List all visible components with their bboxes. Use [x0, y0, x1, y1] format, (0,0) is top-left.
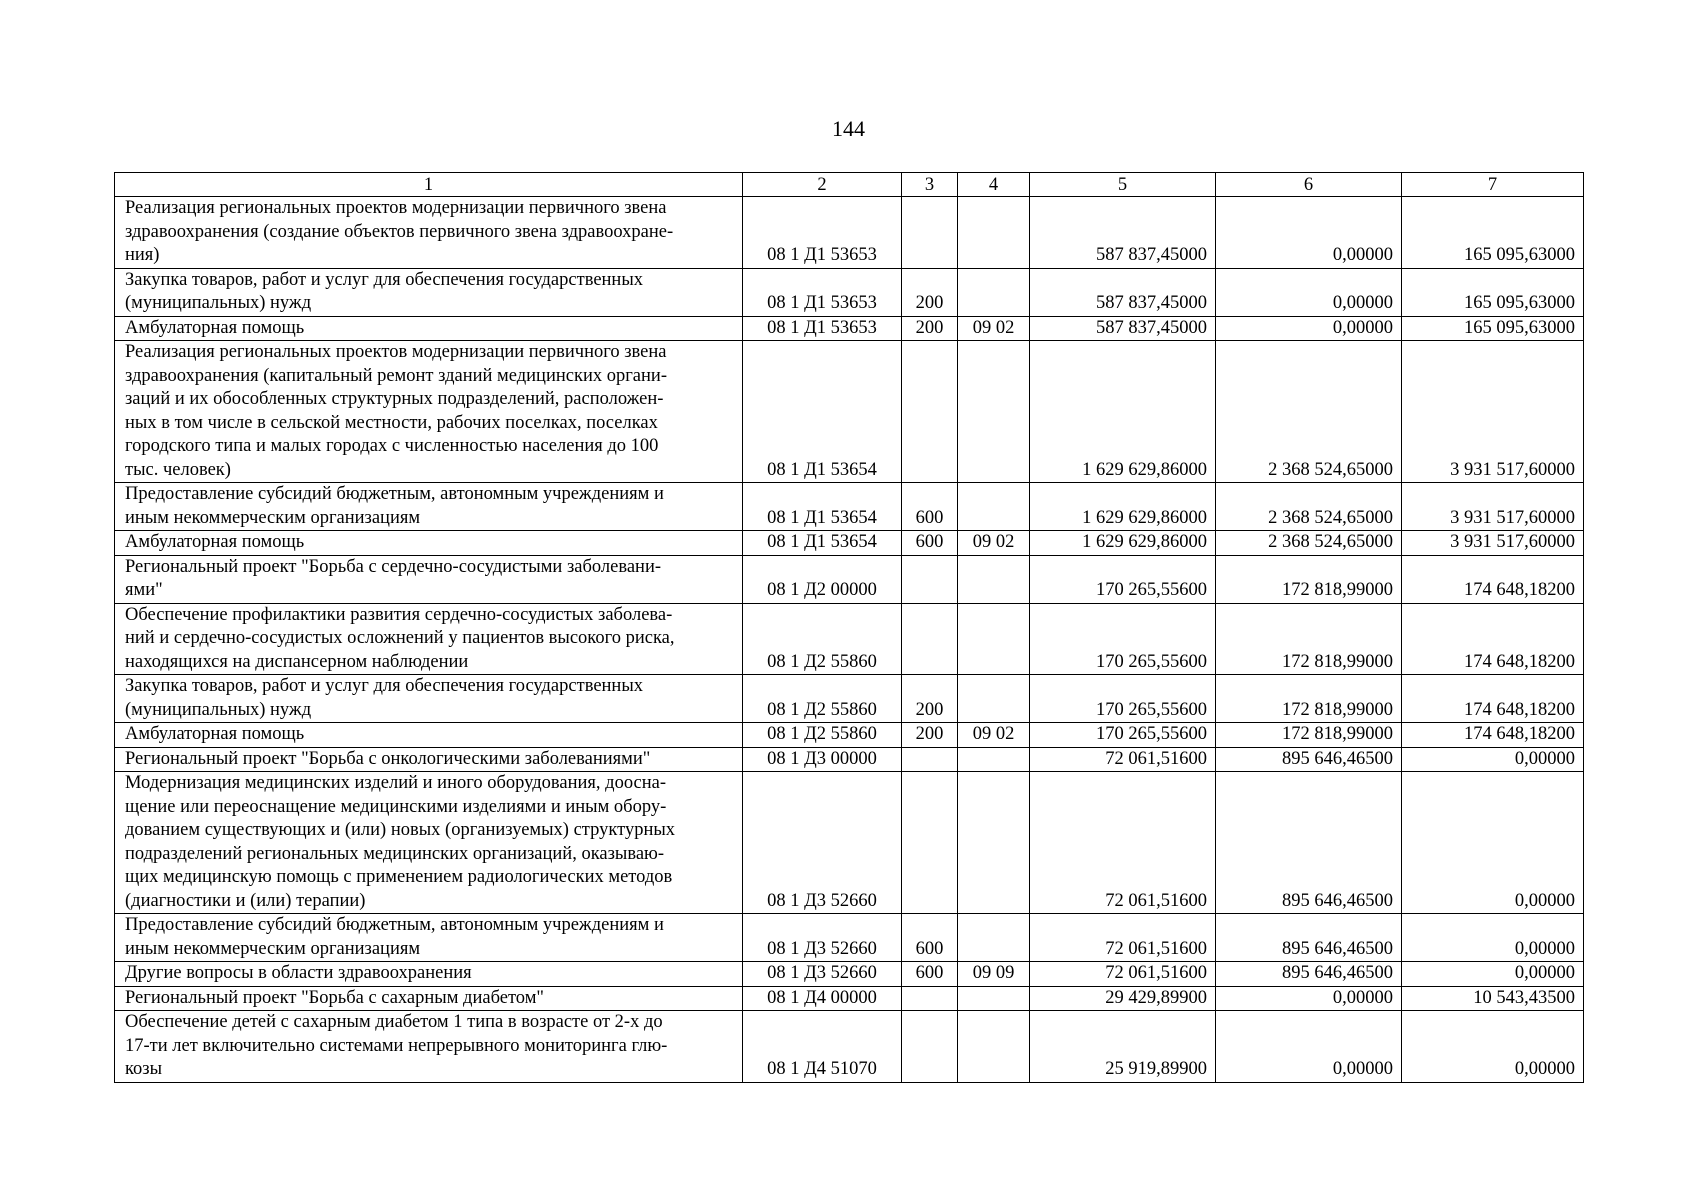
row-name-line: Другие вопросы в области здравоохранения — [125, 963, 472, 983]
row-name-line: Закупка товаров, работ и услуг для обеспечения государственных — [125, 676, 644, 696]
table-row — [115, 483, 1584, 531]
amount-col7-cell: 0,00000 — [1402, 1011, 1584, 1083]
expense-type-cell: 600 — [902, 962, 958, 987]
amount-col7-cell: 3 931 517,60000 — [1402, 341, 1584, 483]
table-row — [115, 555, 1584, 603]
row-name-line: дованием существующих и (или) новых (организуемых) структурных — [125, 820, 676, 840]
target-code-cell: 08 1 Д3 52660 — [743, 914, 902, 962]
target-code-cell: 08 1 Д1 53653 — [743, 197, 902, 269]
column-header: 5 — [1030, 173, 1216, 197]
row-name — [115, 914, 743, 962]
amount-col6-cell: 172 818,99000 — [1216, 555, 1402, 603]
row-name — [115, 1011, 743, 1083]
target-code-cell: 08 1 Д3 52660 — [743, 962, 902, 987]
expense-type-cell — [902, 986, 958, 1011]
target-code-cell: 08 1 Д3 52660 — [743, 772, 902, 914]
row-name — [115, 603, 743, 675]
target-code-cell: 08 1 Д4 51070 — [743, 1011, 902, 1083]
table-row — [115, 772, 1584, 914]
amount-col6-cell: 0,00000 — [1216, 986, 1402, 1011]
amount-col5-cell: 587 837,45000 — [1030, 316, 1216, 341]
amount-col5-cell: 170 265,55600 — [1030, 723, 1216, 748]
amount-col7-cell: 0,00000 — [1402, 914, 1584, 962]
row-name-line: Обеспечение профилактики развития сердечно-сосудистых заболева- — [125, 604, 673, 625]
target-code-cell: 08 1 Д2 55860 — [743, 723, 902, 748]
row-name-line: Амбулаторная помощь — [125, 532, 305, 552]
amount-col7-cell: 165 095,63000 — [1402, 268, 1584, 316]
amount-col6-cell: 0,00000 — [1216, 316, 1402, 341]
table-row — [115, 914, 1584, 962]
table-header-row — [115, 173, 1584, 197]
row-name-line: ями" — [125, 580, 163, 600]
amount-col5-cell: 587 837,45000 — [1030, 197, 1216, 269]
amount-col7-cell: 165 095,63000 — [1402, 197, 1584, 269]
amount-col6-cell: 172 818,99000 — [1216, 723, 1402, 748]
section-cell — [958, 197, 1030, 269]
row-name — [115, 772, 743, 914]
row-name-line: здравоохранения (капитальный ремонт зданий медицинских органи- — [125, 365, 667, 386]
expense-type-cell: 600 — [902, 531, 958, 556]
amount-col6-cell: 895 646,46500 — [1216, 962, 1402, 987]
section-cell — [958, 555, 1030, 603]
amount-col6-cell: 2 368 524,65000 — [1216, 483, 1402, 531]
target-code-cell: 08 1 Д1 53654 — [743, 341, 902, 483]
row-name — [115, 555, 743, 603]
section-cell — [958, 747, 1030, 772]
row-name-line: ных в том числе в сельской местности, рабочих поселках, поселках — [125, 412, 658, 433]
section-cell — [958, 914, 1030, 962]
amount-col7-cell: 3 931 517,60000 — [1402, 483, 1584, 531]
section-cell: 09 02 — [958, 531, 1030, 556]
amount-col5-cell: 72 061,51600 — [1030, 747, 1216, 772]
section-cell — [958, 483, 1030, 531]
amount-col7-cell: 10 543,43500 — [1402, 986, 1584, 1011]
amount-col5-cell: 1 629 629,86000 — [1030, 341, 1216, 483]
amount-col7-cell: 174 648,18200 — [1402, 555, 1584, 603]
table-row — [115, 675, 1584, 723]
table-row — [115, 1011, 1584, 1083]
row-name — [115, 962, 743, 987]
expense-type-cell: 200 — [902, 268, 958, 316]
row-name — [115, 341, 743, 483]
amount-col6-cell: 2 368 524,65000 — [1216, 341, 1402, 483]
amount-col6-cell: 895 646,46500 — [1216, 914, 1402, 962]
row-name-line: (муниципальных) нужд — [125, 699, 312, 720]
amount-col5-cell: 72 061,51600 — [1030, 914, 1216, 962]
row-name-line: Амбулаторная помощь — [125, 724, 305, 744]
section-cell: 09 09 — [958, 962, 1030, 987]
row-name — [115, 531, 743, 556]
target-code-cell: 08 1 Д4 00000 — [743, 986, 902, 1011]
row-name-line: Реализация региональных проектов модернизации первичного звена — [125, 198, 667, 218]
amount-col6-cell: 0,00000 — [1216, 197, 1402, 269]
row-name — [115, 483, 743, 531]
row-name-line: Реализация региональных проектов модернизации первичного звена — [125, 342, 667, 362]
column-header: 7 — [1402, 173, 1584, 197]
row-name-line: Модернизация медицинских изделий и иного оборудования, доосна- — [125, 773, 667, 793]
row-name-line: иным некоммерческим организациям — [125, 507, 421, 528]
page-number: 144 — [832, 116, 865, 141]
amount-col6-cell: 895 646,46500 — [1216, 747, 1402, 772]
section-cell — [958, 268, 1030, 316]
expense-type-cell — [902, 747, 958, 772]
expense-type-cell: 200 — [902, 316, 958, 341]
row-name — [115, 316, 743, 341]
row-name-line: тыс. человек) — [125, 459, 231, 480]
column-header: 3 — [902, 173, 958, 197]
section-cell — [958, 341, 1030, 483]
row-name-line: Обеспечение детей с сахарным диабетом 1 типа в возрасте от 2-х до — [125, 1012, 663, 1032]
section-cell — [958, 675, 1030, 723]
table-row — [115, 197, 1584, 269]
section-cell — [958, 772, 1030, 914]
amount-col7-cell: 0,00000 — [1402, 747, 1584, 772]
target-code-cell: 08 1 Д2 00000 — [743, 555, 902, 603]
row-name — [115, 197, 743, 269]
row-name-line: ний и сердечно-сосудистых осложнений у пациентов высокого риска, — [125, 628, 675, 648]
table-row — [115, 723, 1584, 748]
section-cell: 09 02 — [958, 316, 1030, 341]
column-header: 2 — [743, 173, 902, 197]
target-code-cell: 08 1 Д3 00000 — [743, 747, 902, 772]
amount-col6-cell: 0,00000 — [1216, 1011, 1402, 1083]
amount-col7-cell: 174 648,18200 — [1402, 675, 1584, 723]
expense-type-cell — [902, 197, 958, 269]
amount-col5-cell: 170 265,55600 — [1030, 603, 1216, 675]
table-row — [115, 531, 1584, 556]
table-row — [115, 962, 1584, 987]
amount-col5-cell: 1 629 629,86000 — [1030, 483, 1216, 531]
row-name-line: (диагностики и (или) терапии) — [125, 890, 366, 911]
table-row — [115, 268, 1584, 316]
row-name-line: 17-ти лет включительно системами непрерывного мониторинга глю- — [125, 1035, 668, 1056]
table-row — [115, 341, 1584, 483]
amount-col5-cell: 29 429,89900 — [1030, 986, 1216, 1011]
table-row — [115, 747, 1584, 772]
expense-type-cell — [902, 555, 958, 603]
amount-col7-cell: 0,00000 — [1402, 772, 1584, 914]
column-header: 1 — [115, 173, 743, 197]
expense-type-cell — [902, 603, 958, 675]
row-name-line: Региональный проект "Борьба с онкологическими заболеваниями" — [125, 748, 651, 769]
section-cell — [958, 603, 1030, 675]
target-code-cell: 08 1 Д1 53654 — [743, 483, 902, 531]
row-name — [115, 675, 743, 723]
expense-type-cell: 600 — [902, 914, 958, 962]
row-name-line: ния) — [125, 245, 160, 265]
amount-col7-cell: 174 648,18200 — [1402, 603, 1584, 675]
target-code-cell: 08 1 Д2 55860 — [743, 675, 902, 723]
column-header: 4 — [958, 173, 1030, 197]
amount-col5-cell: 72 061,51600 — [1030, 772, 1216, 914]
amount-col5-cell: 1 629 629,86000 — [1030, 531, 1216, 556]
budget-table — [114, 172, 1584, 1083]
target-code-cell: 08 1 Д1 53654 — [743, 531, 902, 556]
amount-col6-cell: 0,00000 — [1216, 268, 1402, 316]
row-name-line: городского типа и малых городах с численностью населения до 100 — [125, 436, 659, 456]
expense-type-cell — [902, 341, 958, 483]
row-name — [115, 747, 743, 772]
section-cell — [958, 986, 1030, 1011]
row-name-line: Предоставление субсидий бюджетным, автономным учреждениям и — [125, 915, 664, 935]
amount-col5-cell: 72 061,51600 — [1030, 962, 1216, 987]
row-name-line: (муниципальных) нужд — [125, 293, 312, 313]
row-name — [115, 268, 743, 316]
amount-col6-cell: 172 818,99000 — [1216, 675, 1402, 723]
column-header: 6 — [1216, 173, 1402, 197]
row-name-line: заций и их обособленных структурных подразделений, расположен- — [125, 389, 664, 409]
row-name-line: щих медицинскую помощь с применением радиологических методов — [125, 867, 673, 887]
row-name-line: козы — [125, 1059, 163, 1079]
amount-col7-cell: 3 931 517,60000 — [1402, 531, 1584, 556]
amount-col6-cell: 172 818,99000 — [1216, 603, 1402, 675]
row-name-line: Региональный проект "Борьба с сердечно-сосудистыми заболевани- — [125, 556, 662, 577]
table-row — [115, 986, 1584, 1011]
row-name-line: иным некоммерческим организациям — [125, 938, 421, 959]
amount-col5-cell: 170 265,55600 — [1030, 675, 1216, 723]
amount-col5-cell: 587 837,45000 — [1030, 268, 1216, 316]
amount-col7-cell: 0,00000 — [1402, 962, 1584, 987]
expense-type-cell — [902, 1011, 958, 1083]
amount-col6-cell: 2 368 524,65000 — [1216, 531, 1402, 556]
row-name-line: щение или переоснащение медицинскими изделиями и иным обору- — [125, 796, 667, 817]
row-name-line: здравоохранения (создание объектов первичного звена здравоохране- — [125, 221, 674, 242]
amount-col6-cell: 895 646,46500 — [1216, 772, 1402, 914]
row-name — [115, 723, 743, 748]
amount-col5-cell: 25 919,89900 — [1030, 1011, 1216, 1083]
row-name-line: находящихся на диспансерном наблюдении — [125, 651, 469, 672]
expense-type-cell: 200 — [902, 675, 958, 723]
table-row — [115, 316, 1584, 341]
row-name-line: Закупка товаров, работ и услуг для обеспечения государственных — [125, 269, 644, 290]
expense-type-cell: 600 — [902, 483, 958, 531]
expense-type-cell: 200 — [902, 723, 958, 748]
row-name — [115, 986, 743, 1011]
target-code-cell: 08 1 Д1 53653 — [743, 268, 902, 316]
amount-col7-cell: 165 095,63000 — [1402, 316, 1584, 341]
expense-type-cell — [902, 772, 958, 914]
table-row — [115, 603, 1584, 675]
amount-col5-cell: 170 265,55600 — [1030, 555, 1216, 603]
row-name-line: подразделений региональных медицинских организаций, оказываю- — [125, 843, 665, 864]
row-name-line: Предоставление субсидий бюджетным, автономным учреждениям и — [125, 484, 664, 504]
section-cell: 09 02 — [958, 723, 1030, 748]
row-name-line: Амбулаторная помощь — [125, 317, 305, 338]
target-code-cell: 08 1 Д1 53653 — [743, 316, 902, 341]
section-cell — [958, 1011, 1030, 1083]
target-code-cell: 08 1 Д2 55860 — [743, 603, 902, 675]
row-name-line: Региональный проект "Борьба с сахарным диабетом" — [125, 987, 544, 1008]
amount-col7-cell: 174 648,18200 — [1402, 723, 1584, 748]
